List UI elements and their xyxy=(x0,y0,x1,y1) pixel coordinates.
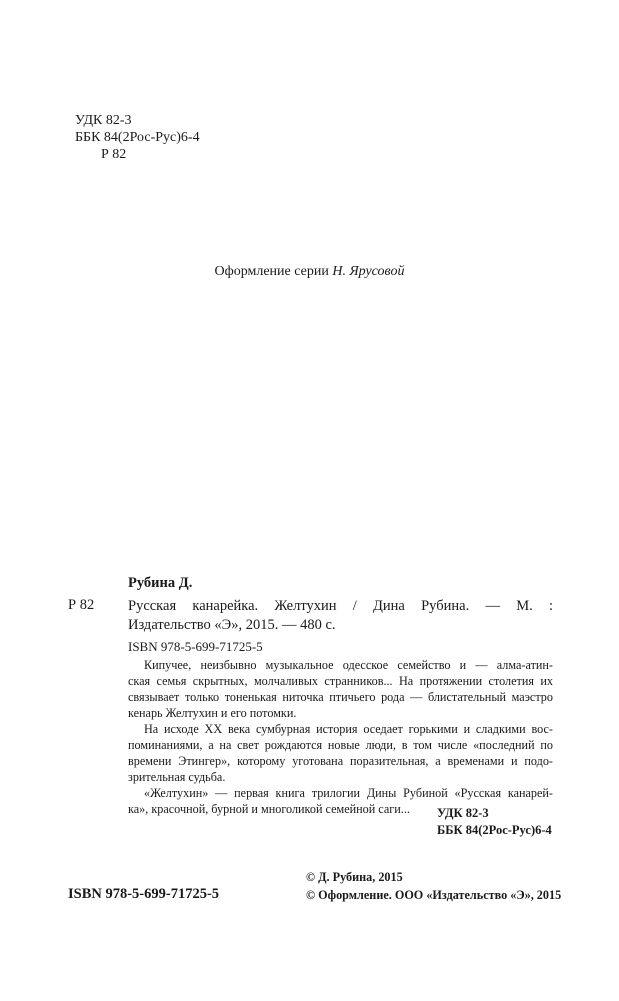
udk-code-bottom: УДК 82-3 xyxy=(437,806,489,820)
catalog-isbn: ISBN 978-5-699-71725-5 xyxy=(128,639,263,654)
copyright-design: © Оформление. ООО «Издательство «Э», 2015 xyxy=(306,888,562,902)
annotation xyxy=(128,657,553,817)
bbk-code: ББК 84(2Рос-Рус)6-4 xyxy=(75,130,200,145)
series-designer: Н. Ярусовой xyxy=(332,264,405,279)
biblio-line-1: Русская канарейка. Желтухин / Дина Рубина. — М. : xyxy=(128,598,553,614)
series-credit-label: Оформление серии xyxy=(214,264,329,279)
bbk-code-bottom: ББК 84(2Рос-Рус)6-4 xyxy=(437,823,552,837)
annotation-line: ская семья скрытных, молчаливых странников... На протяжении столетия их xyxy=(128,674,553,688)
annotation-line: связывает только тоненькая ниточка птичьего рода — блистательный маэстро xyxy=(128,690,553,704)
bibliographic-description xyxy=(128,597,553,635)
catalog-author-mark: Р 82 xyxy=(68,597,95,613)
annotation-line: «Желтухин» — первая книга трилогии Дины Рубиной «Русская канарей- xyxy=(144,786,553,800)
annotation-line: зрительная судьба. xyxy=(128,770,226,784)
annotation-line: поминаниями, а на свет рождаются новые люди, в том числе «последний по xyxy=(128,738,553,752)
catalog-author: Рубина Д. xyxy=(128,575,193,591)
copyright-block xyxy=(306,868,561,904)
annotation-paragraph-2 xyxy=(128,721,553,785)
author-mark: Р 82 xyxy=(101,147,127,162)
annotation-paragraph-1 xyxy=(128,657,553,721)
annotation-line: На исходе XX века сумбурная история оседает горькими и сладкими вос- xyxy=(144,722,553,736)
bottom-classification-codes xyxy=(437,805,552,839)
series-credit xyxy=(0,264,619,280)
annotation-line: времени Этингер», которому уготована поразительная, а временами и подо- xyxy=(128,754,553,768)
copyright-author: © Д. Рубина, 2015 xyxy=(306,870,403,884)
top-classification-codes xyxy=(75,112,200,163)
footer-isbn: ISBN 978-5-699-71725-5 xyxy=(68,886,220,902)
annotation-line: кенарь Желтухин и его потомки. xyxy=(128,706,297,720)
biblio-line-2: Издательство «Э», 2015. — 480 с. xyxy=(128,617,336,633)
annotation-line: ка», красочной, бурной и многоликой семейной саги... xyxy=(128,802,410,816)
annotation-line: Кипучее, неизбывно музыкальное одесское семейство и — алма-атин- xyxy=(144,658,553,672)
udk-code: УДК 82-3 xyxy=(75,113,132,128)
